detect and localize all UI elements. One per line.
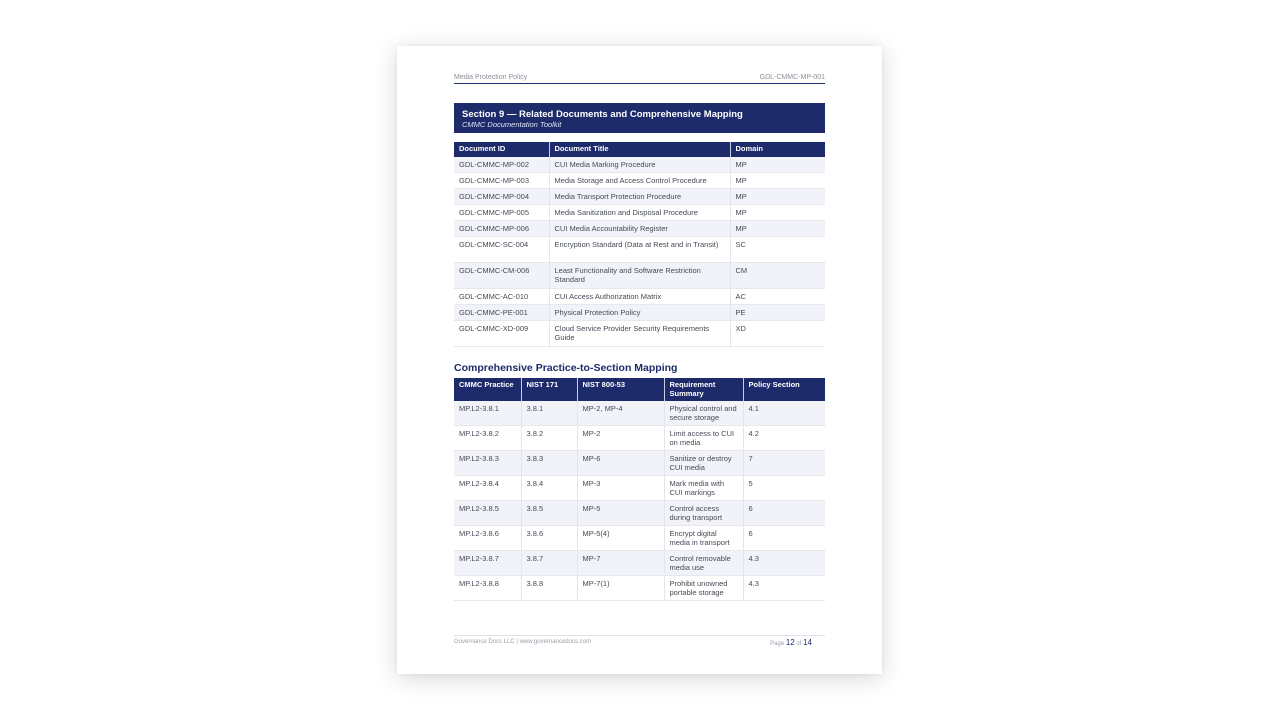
table-row — [454, 289, 825, 305]
requirement-summary-cell: Control access during transport — [664, 501, 743, 526]
requirement-summary-cell: Limit access to CUI on media — [664, 426, 743, 451]
column-header: Requirement Summary — [664, 378, 743, 401]
related-documents-table — [454, 142, 825, 347]
nist-171-cell: 3.8.2 — [521, 426, 577, 451]
total-pages: 14 — [803, 638, 812, 647]
table-header-row — [454, 378, 825, 401]
table-row — [454, 501, 825, 526]
cmmc-practice-cell: MP.L2-3.8.4 — [454, 476, 521, 501]
table-row — [454, 189, 825, 205]
domain-cell: MP — [730, 221, 825, 237]
document-id-cell: GDL-CMMC-CM-006 — [454, 263, 549, 289]
document-title-cell: CUI Media Accountability Register — [549, 221, 730, 237]
nist-800-53-cell: MP-2 — [577, 426, 664, 451]
cmmc-practice-cell: MP.L2-3.8.2 — [454, 426, 521, 451]
nist-171-cell: 3.8.8 — [521, 576, 577, 601]
document-title-cell: Media Transport Protection Procedure — [549, 189, 730, 205]
policy-section-cell: 4.1 — [743, 401, 825, 426]
section-title: Section 9 — Related Documents and Comprehensive Mapping — [462, 109, 743, 120]
nist-800-53-cell: MP-7 — [577, 551, 664, 576]
document-title-cell: Least Functionality and Software Restriction Standard — [549, 263, 730, 289]
policy-section-cell: 7 — [743, 451, 825, 476]
nist-800-53-cell: MP-3 — [577, 476, 664, 501]
policy-section-cell: 6 — [743, 526, 825, 551]
requirement-summary-cell: Prohibit unowned portable storage — [664, 576, 743, 601]
of-label: of — [796, 641, 802, 647]
document-title-cell: Media Storage and Access Control Procedure — [549, 173, 730, 189]
table-row — [454, 551, 825, 576]
document-title-cell: Media Sanitization and Disposal Procedure — [549, 205, 730, 221]
column-header: NIST 800-53 — [577, 378, 664, 401]
policy-section-cell: 5 — [743, 476, 825, 501]
table-row — [454, 451, 825, 476]
requirement-summary-cell: Physical control and secure storage — [664, 401, 743, 426]
nist-800-53-cell: MP-2, MP-4 — [577, 401, 664, 426]
table-row — [454, 263, 825, 289]
column-header: Document Title — [549, 142, 730, 157]
requirement-summary-cell: Sanitize or destroy CUI media — [664, 451, 743, 476]
document-id-cell: GDL-CMMC-MP-006 — [454, 221, 549, 237]
domain-cell: MP — [730, 173, 825, 189]
page-footer — [454, 635, 825, 650]
table-row — [454, 221, 825, 237]
running-header — [454, 74, 825, 84]
document-id-cell: GDL-CMMC-XD-009 — [454, 321, 549, 347]
requirement-summary-cell: Mark media with CUI markings — [664, 476, 743, 501]
policy-section-cell: 6 — [743, 501, 825, 526]
domain-cell: AC — [730, 289, 825, 305]
cmmc-practice-cell: MP.L2-3.8.5 — [454, 501, 521, 526]
policy-section-cell: 4.3 — [743, 576, 825, 601]
document-title-cell: Physical Protection Policy — [549, 305, 730, 321]
nist-171-cell: 3.8.3 — [521, 451, 577, 476]
mapping-heading: Comprehensive Practice-to-Section Mapping — [454, 362, 678, 374]
policy-section-cell: 4.2 — [743, 426, 825, 451]
cmmc-practice-cell: MP.L2-3.8.7 — [454, 551, 521, 576]
cmmc-practice-cell: MP.L2-3.8.6 — [454, 526, 521, 551]
requirement-summary-cell: Control removable media use — [664, 551, 743, 576]
requirement-summary-cell: Encrypt digital media in transport — [664, 526, 743, 551]
cmmc-practice-cell: MP.L2-3.8.8 — [454, 576, 521, 601]
table-row — [454, 401, 825, 426]
nist-171-cell: 3.8.1 — [521, 401, 577, 426]
document-id-cell: GDL-CMMC-MP-002 — [454, 157, 549, 173]
nist-171-cell: 3.8.6 — [521, 526, 577, 551]
page-number — [770, 638, 812, 647]
table-row — [454, 237, 825, 263]
cmmc-practice-cell: MP.L2-3.8.1 — [454, 401, 521, 426]
table-row — [454, 321, 825, 347]
document-title-cell: Cloud Service Provider Security Requirements Guide — [549, 321, 730, 347]
table-row — [454, 173, 825, 189]
domain-cell: SC — [730, 237, 825, 263]
document-id-cell: GDL-CMMC-MP-005 — [454, 205, 549, 221]
document-page — [397, 46, 882, 674]
nist-800-53-cell: MP-7(1) — [577, 576, 664, 601]
column-header: CMMC Practice — [454, 378, 521, 401]
nist-800-53-cell: MP-5(4) — [577, 526, 664, 551]
cmmc-practice-cell: MP.L2-3.8.3 — [454, 451, 521, 476]
section-subtitle: CMMC Documentation Toolkit — [462, 120, 562, 129]
nist-171-cell: 3.8.7 — [521, 551, 577, 576]
domain-cell: MP — [730, 157, 825, 173]
nist-171-cell: 3.8.5 — [521, 501, 577, 526]
document-id-cell: GDL-CMMC-MP-003 — [454, 173, 549, 189]
nist-800-53-cell: MP-5 — [577, 501, 664, 526]
policy-section-cell: 4.3 — [743, 551, 825, 576]
domain-cell: PE — [730, 305, 825, 321]
nist-171-cell: 3.8.4 — [521, 476, 577, 501]
practice-mapping-table — [454, 378, 825, 601]
header-document-title: Media Protection Policy — [454, 74, 528, 81]
table-row — [454, 305, 825, 321]
domain-cell: MP — [730, 205, 825, 221]
column-header: Document ID — [454, 142, 549, 157]
table-row — [454, 576, 825, 601]
page-label: Page — [770, 641, 785, 647]
current-page: 12 — [785, 638, 795, 647]
table-row — [454, 526, 825, 551]
column-header: Domain — [730, 142, 825, 157]
domain-cell: CM — [730, 263, 825, 289]
domain-cell: XD — [730, 321, 825, 347]
table-row — [454, 476, 825, 501]
document-title-cell: CUI Access Authorization Matrix — [549, 289, 730, 305]
table-header-row — [454, 142, 825, 157]
header-document-id: GDL-CMMC-MP-001 — [759, 74, 825, 81]
document-id-cell: GDL-CMMC-SC-004 — [454, 237, 549, 263]
column-header: NIST 171 — [521, 378, 577, 401]
section-banner — [454, 103, 825, 133]
footer-company: Governance Docs LLC | www.governancedocs.com — [454, 639, 591, 645]
table-row — [454, 426, 825, 451]
document-title-cell: CUI Media Marking Procedure — [549, 157, 730, 173]
document-id-cell: GDL-CMMC-PE-001 — [454, 305, 549, 321]
nist-800-53-cell: MP-6 — [577, 451, 664, 476]
document-id-cell: GDL-CMMC-AC-010 — [454, 289, 549, 305]
document-title-cell: Encryption Standard (Data at Rest and in Transit) — [549, 237, 730, 263]
domain-cell: MP — [730, 189, 825, 205]
document-id-cell: GDL-CMMC-MP-004 — [454, 189, 549, 205]
column-header: Policy Section — [743, 378, 825, 401]
table-row — [454, 205, 825, 221]
table-row — [454, 157, 825, 173]
